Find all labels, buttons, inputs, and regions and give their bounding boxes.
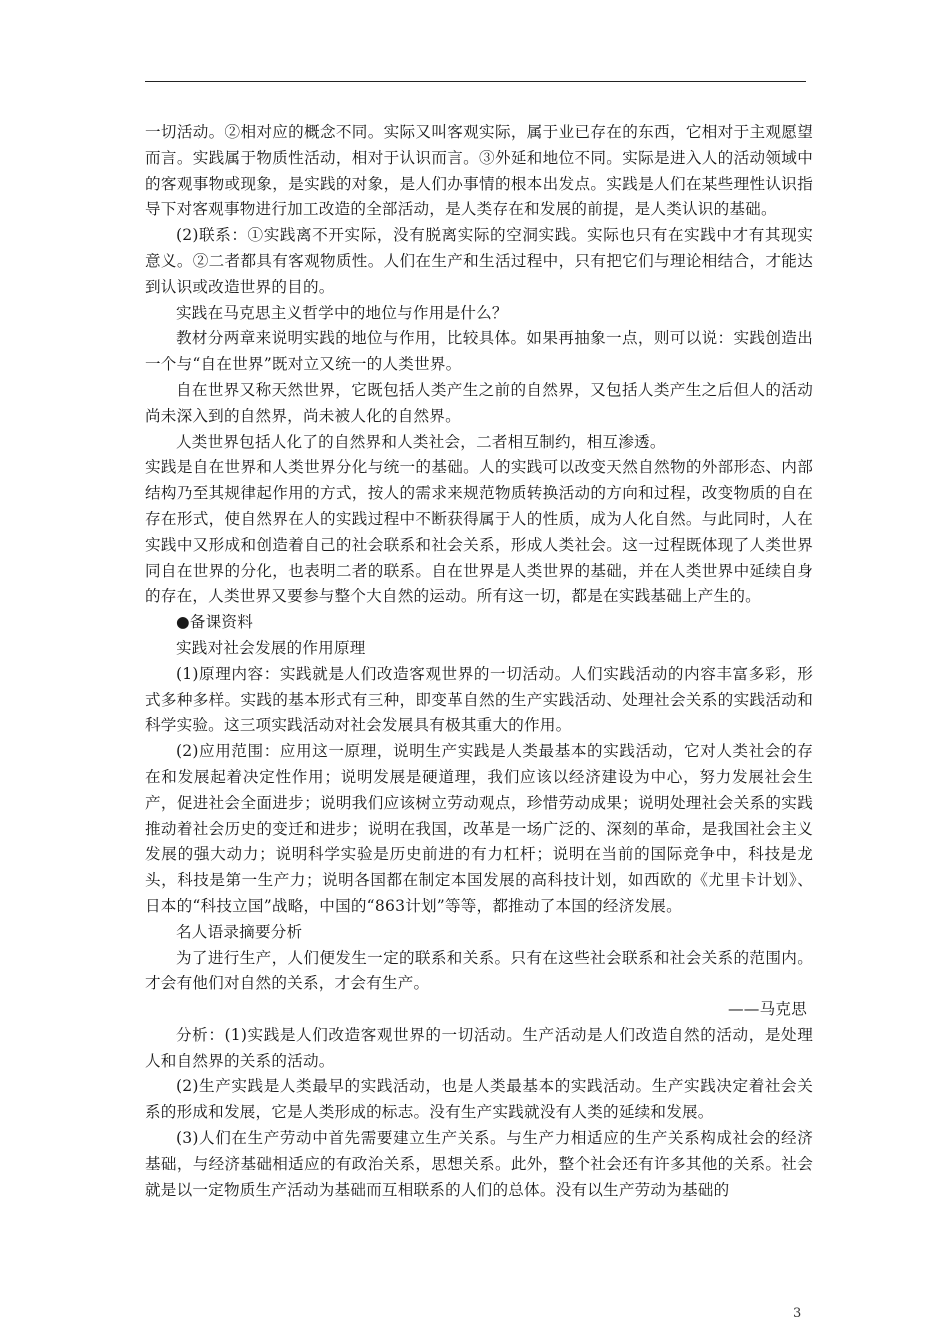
paragraph: 人类世界包括人化了的自然界和人类社会，二者相互制约，相互渗透。	[176, 432, 666, 451]
paragraph: (2)应用范围：应用这一原理，说明生产实践是人类最基本的实践活动，它对人类社会的存在和发展起着决定性作用；说明发展是硬道理，我们应该以经济建设为中心，努力发展社会生产，促进社会全面进步；说明我们应该树立劳动观点，珍惜劳动成果；说明处理社会关系的实践推动着社会历史的变迁和进步；说明在我国，改革是一场广泛的、深刻的革命，是我国社会主义发展的强大动力；说明科学实验是历史前进的有力杠杆；说明在当前的国际竞争中，科技是龙头，科技是第一生产力；说明各国都在制定本国发展的高科技计划，如西欧的《尤里卡计划》、日本的“科技立国”战略，中国的“863计划”等等，都推动了本国的经济发展。	[145, 742, 813, 915]
paragraph: 一切活动。②相对应的概念不同。实际又叫客观实际，属于业已存在的东西，它相对于主观愿望而言。实践属于物质性活动，相对于认识而言。③外延和地位不同。实际是进入人的活动领域中的客观事物或现象，是实践的对象，是人们办事情的根本出发点。实践是人们在某些理性认识指导下对客观事物进行加工改造的全部活动，是人类存在和发展的前提，是人类认识的基础。	[145, 123, 813, 219]
paragraph: 教材分两章来说明实践的地位与作用，比较具体。如果再抽象一点，则可以说：实践创造出一个与“自在世界”既对立又统一的人类世界。	[145, 329, 813, 374]
page-number: 3	[793, 1306, 802, 1321]
paragraph: (3)人们在生产劳动中首先需要建立生产关系。与生产力相适应的生产关系构成社会的经济基础，与经济基础相适应的有政治关系，思想关系。此外，整个社会还有许多其他的关系。社会就是以一定物质生产活动为基础而互相联系的人们的总体。没有以生产劳动为基础的	[145, 1129, 813, 1199]
paragraph: (2)生产实践是人类最早的实践活动，也是人类最基本的实践活动。生产实践决定着社会关系的形成和发展，它是人类形成的标志。没有生产实践就没有人类的延续和发展。	[145, 1077, 813, 1122]
paragraph: 分析：(1)实践是人们改造客观世界的一切活动。生产活动是人们改造自然的活动，是处理人和自然界的关系的活动。	[145, 1025, 813, 1070]
paragraph: (1)原理内容：实践就是人们改造客观世界的一切活动。人们实践活动的内容丰富多彩，形式多种多样。实践的基本形式有三种，即变革自然的生产实践活动、处理社会关系的实践活动和科学实验。这三项实践活动对社会发展具有极其重大的作用。	[145, 664, 813, 735]
quote-attribution: ——马克思	[728, 1000, 807, 1019]
paragraph: 实践是自在世界和人类世界分化与统一的基础。人的实践可以改变天然自然物的外部形态、内部结构乃至其规律起作用的方式，按人的需求来规范物质转换活动的方向和过程，改变物质的自在存在形式，使自然界在人的实践过程中不断获得属于人的性质，成为人化自然。与此同时，人在实践中又形成和创造着自己的社会联系和社会关系，形成人类社会。这一过程既体现了人类世界同自在世界的分化，也表明二者的联系。自在世界是人类世界的基础，并在人类世界中延续自身的存在，人类世界又要参与整个大自然的运动。所有这一切，都是在实践基础上产生的。	[145, 458, 813, 606]
quote: 为了进行生产，人们便发生一定的联系和关系。只有在这些社会联系和社会关系的范围内。才会有他们对自然的关系，才会有生产。	[145, 948, 813, 993]
paragraph: (2)联系：①实践离不开实际，没有脱离实际的空洞实践。实际也只有在实践中才有其现实意义。②二者都具有客观物质性。人们在生产和生活过程中，只有把它们与理论相结合，才能达到认识或改造世界的目的。	[145, 226, 813, 296]
paragraph: 自在世界又称天然世界，它既包括人类产生之前的自然界，又包括人类产生之后但人的活动尚未深入到的自然界，尚未被人化的自然界。	[145, 380, 813, 425]
subsection-heading: 实践对社会发展的作用原理	[176, 638, 366, 657]
question-heading: 实践在马克思主义哲学中的地位与作用是什么？	[176, 303, 508, 322]
document-body	[145, 120, 813, 1203]
section-heading: ●备课资料	[176, 613, 253, 632]
subsection-heading: 名人语录摘要分析	[176, 922, 303, 941]
header-rule	[145, 81, 806, 82]
